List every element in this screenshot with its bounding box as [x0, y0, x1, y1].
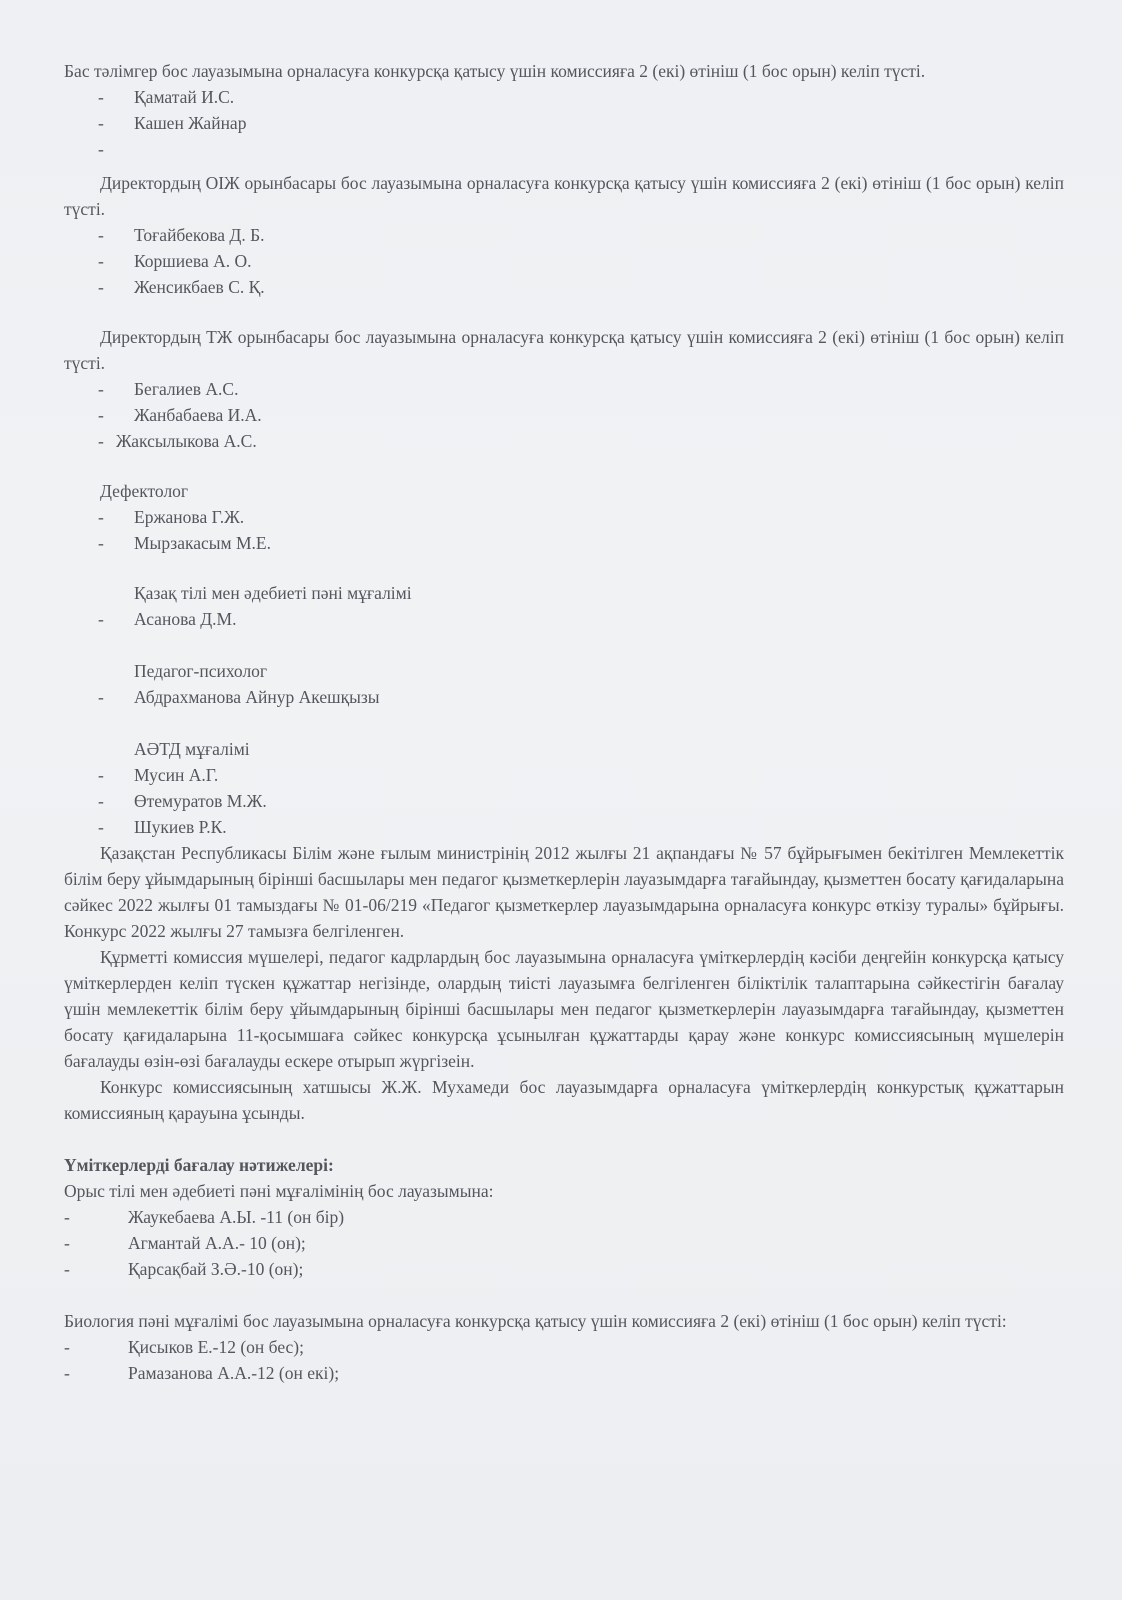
- candidate-name: Бегалиев А.С.: [134, 379, 239, 399]
- list-item: [64, 1204, 1064, 1230]
- candidate-name: Жаксылыкова А.С.: [116, 431, 257, 451]
- list-item: [64, 428, 1064, 454]
- dash: -: [98, 687, 104, 707]
- dash: -: [64, 1207, 70, 1227]
- list-item: [64, 248, 1064, 274]
- list-item: [64, 504, 1064, 530]
- dash: -: [98, 405, 104, 425]
- list-item: [64, 606, 1064, 632]
- dash: -: [64, 1233, 70, 1253]
- list-item: [64, 684, 1064, 710]
- dash: -: [98, 87, 104, 107]
- candidate-score: Агмантай А.А.- 10 (он);: [128, 1233, 306, 1253]
- section-intro: Директордың ОІЖ орынбасары бос лауазымына орналасуға конкурсқа қатысу үшін комиссияға 2 (екі) өтініш (1 бос орын) келіп түсті.: [64, 173, 1064, 219]
- results-heading: Үміткерлерді бағалау нәтижелері:: [64, 1155, 334, 1175]
- section-title: Педагог-психолог: [134, 661, 268, 681]
- candidate-name: Шукиев Р.К.: [134, 817, 227, 837]
- dash: -: [98, 431, 104, 451]
- list-item: [64, 84, 1064, 110]
- dash: -: [98, 251, 104, 271]
- list-item: [64, 376, 1064, 402]
- section-title: АӘТД мұғалімі: [134, 739, 250, 759]
- list-item: [64, 1360, 1064, 1386]
- list-item: [64, 110, 1064, 136]
- candidate-name: Мусин А.Г.: [134, 765, 219, 785]
- candidate-name: Ержанова Г.Ж.: [134, 507, 245, 527]
- dash: -: [98, 817, 104, 837]
- candidate-name: Жанбабаева И.А.: [134, 405, 262, 425]
- candidate-name: Женсикбаев С. Қ.: [134, 277, 265, 297]
- list-item: [64, 274, 1064, 300]
- list-item: [64, 136, 1064, 162]
- candidate-name: Өтемуратов М.Ж.: [134, 791, 267, 811]
- dash: -: [98, 765, 104, 785]
- list-item: [64, 1334, 1064, 1360]
- list-item: [64, 530, 1064, 556]
- candidate-name: Асанова Д.М.: [134, 609, 237, 629]
- dash: -: [98, 139, 104, 159]
- dash: -: [98, 791, 104, 811]
- dash: -: [64, 1363, 70, 1383]
- section-title: Қазақ тілі мен әдебиеті пәні мұғалімі: [134, 583, 412, 603]
- candidate-name: Тоғайбекова Д. Б.: [134, 225, 265, 245]
- candidate-name: Қаматай И.С.: [134, 87, 235, 107]
- list-item: [64, 788, 1064, 814]
- dash: -: [64, 1337, 70, 1357]
- candidate-name: Абдрахманова Айнур Акешқызы: [134, 687, 380, 707]
- section-title: Дефектолог: [100, 481, 189, 501]
- document-body: [64, 58, 1064, 1386]
- dash: -: [98, 609, 104, 629]
- list-item: [64, 1256, 1064, 1282]
- list-item: [64, 762, 1064, 788]
- candidate-score: Жаукебаева А.Ы. -11 (он бір): [128, 1207, 345, 1227]
- dash: -: [98, 379, 104, 399]
- body-paragraph: Қазақстан Республикасы Білім және ғылым министрінің 2012 жылғы 21 ақпандағы № 57 бұйрығымен бекітілген Мемлекеттік білім беру ұйымдарының бірінші басшылары мен педагог қызметкерлерін лауазымдарға тағайындау, қызметтен босату қағидаларына сәйкес 2022 жылғы 01 тамыздағы № 01-06/219 «Педагог қызметкерлер лауазымдарына орналасуға конкурс өткізу туралы» бұйрығы. Конкурс 2022 жылғы 27 тамызға белгіленген.: [64, 843, 1064, 941]
- list-item: [64, 814, 1064, 840]
- dash: -: [98, 507, 104, 527]
- body-paragraph: Конкурс комиссиясының хатшысы Ж.Ж. Мухамеди бос лауазымдарға орналасуға үміткерлердің конкурстық құжаттарын комиссияның қарауына ұсынды.: [64, 1077, 1064, 1123]
- results-subheading: Орыс тілі мен әдебиеті пәні мұғалімінің бос лауазымына:: [64, 1181, 494, 1201]
- candidate-name: Кашен Жайнар: [134, 113, 247, 133]
- candidate-name: [134, 139, 138, 159]
- candidate-score: Қарсақбай З.Ә.-10 (он);: [128, 1259, 304, 1279]
- dash: -: [98, 113, 104, 133]
- candidate-name: Коршиева А. О.: [134, 251, 252, 271]
- dash: -: [64, 1259, 70, 1279]
- section-intro: Директордың ТЖ орынбасары бос лауазымына орналасуға конкурсқа қатысу үшін комиссияға 2 (екі) өтініш (1 бос орын) келіп түсті.: [64, 327, 1064, 373]
- list-item: [64, 402, 1064, 428]
- dash: -: [98, 277, 104, 297]
- list-item: [64, 1230, 1064, 1256]
- list-item: [64, 222, 1064, 248]
- candidate-score: Рамазанова А.А.-12 (он екі);: [128, 1363, 340, 1383]
- section-intro: Биология пәні мұғалімі бос лауазымына орналасуға конкурсқа қатысу үшін комиссияға 2 (екі) өтініш (1 бос орын) келіп түсті:: [64, 1311, 1007, 1331]
- section-intro: Бас тәлімгер бос лауазымына орналасуға конкурсқа қатысу үшін комиссияға 2 (екі) өтініш (1 бос орын) келіп түсті.: [64, 61, 926, 81]
- dash: -: [98, 533, 104, 553]
- body-paragraph: Құрметті комиссия мүшелері, педагог кадрлардың бос лауазымына орналасуға үміткерлердің кәсіби деңгейін конкурсқа қатысу үміткерлерден келіп түскен құжаттар негізінде, олардың тиісті лауазымға белгіленген біліктілік талаптарына сәйкестігін бағалау үшін мемлекеттік білім беру ұйымдарының бірінші басшылары мен педагог қызметкерлерін лауазымдарға тағайындау, қызметтен босату қағидаларына 11-қосымшаға сәйкес конкурсқа ұсынылған құжаттарды қарау және конкурс комиссиясының мүшелерін бағалауды өзін-өзі бағалауды ескере отырып жүргізеін.: [64, 947, 1064, 1071]
- dash: -: [98, 225, 104, 245]
- candidate-score: Қисыков Е.-12 (он бес);: [128, 1337, 304, 1357]
- candidate-name: Мырзакасым М.Е.: [134, 533, 271, 553]
